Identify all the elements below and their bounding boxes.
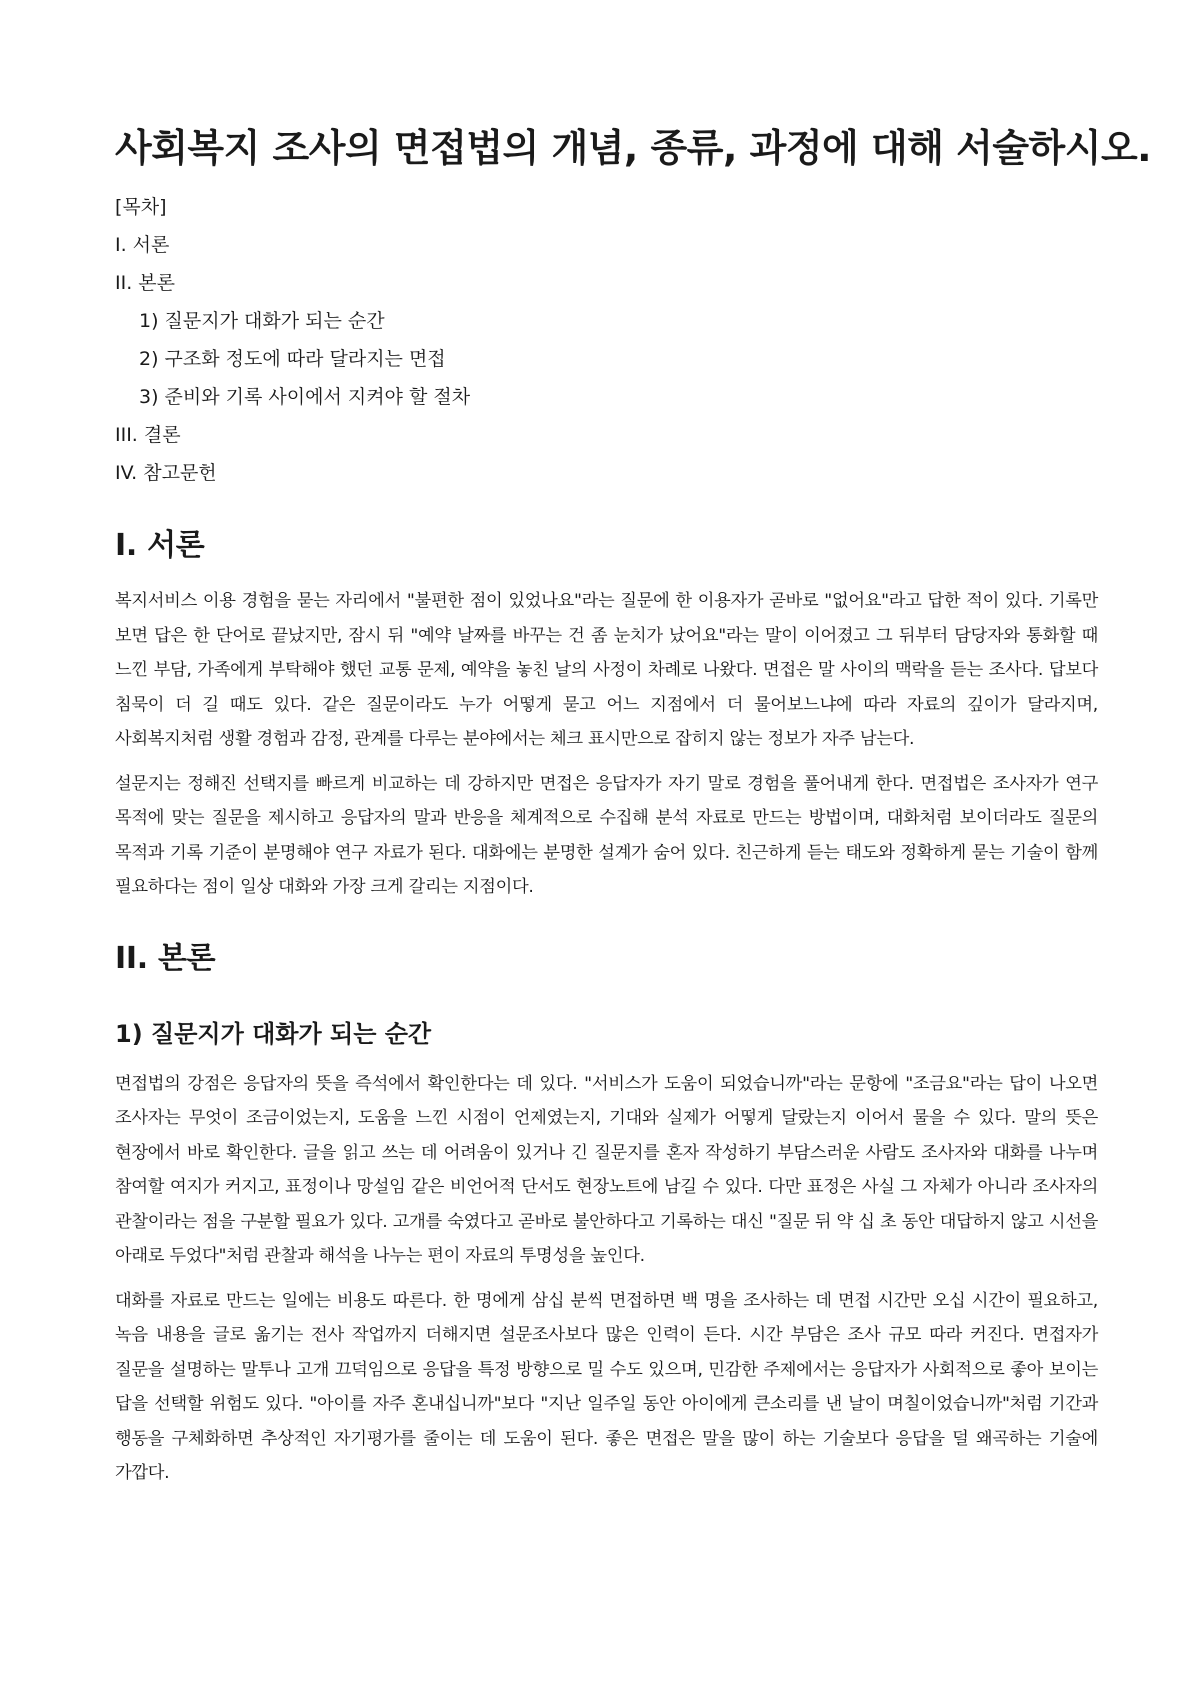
toc-item: I. 서론: [115, 234, 170, 256]
toc-item: IV. 참고문헌: [115, 462, 217, 484]
body-paragraph: 면접법의 강점은 응답자의 뜻을 즉석에서 확인한다는 데 있다. "서비스가 도움이 되었습니까"라는 문항에 "조금요"라는 답이 나오면 조사자는 무엇이 조금이었는지, 도움을 느낀 시점이 언제였는지, 기대와 실제가 어떻게 달랐는지 이어서 물을 수 있다. 말의 뜻은 현장에서 바로 확인한다. 글을 읽고 쓰는 데 어려움이 있거나 긴 질문지를 혼자 작성하기 부담스러운 사람도 조사자와 대화를 나누며 참여할 여지가 커지고, 표정이나 망설임 같은 비언어적 단서도 현장노트에 남길 수 있다. 다만 표정은 사실 그 자체가 아니라 조사자의 관찰이라는 점을 구분할 필요가 있다. 고개를 숙였다고 곧바로 불안하다고 기록하는 대신 "질문 뒤 약 십 초 동안 대답하지 않고 시선을 아래로 두었다"처럼 관찰과 해석을 나누는 편이 자료의 투명성을 높인다.: [115, 1073, 1098, 1266]
toc-subitem: 3) 준비와 기록 사이에서 지켜야 할 절차: [139, 386, 471, 408]
section-heading-body: II. 본론: [115, 940, 216, 976]
toc-item: II. 본론: [115, 272, 175, 294]
toc-subitem: 2) 구조화 정도에 따라 달라지는 면접: [139, 348, 446, 370]
intro-paragraph: 설문지는 정해진 선택지를 빠르게 비교하는 데 강하지만 면접은 응답자가 자기 말로 경험을 풀어내게 한다. 면접법은 조사자가 연구 목적에 맞는 질문을 제시하고 응답자의 말과 반응을 체계적으로 수집해 분석 자료로 만드는 방법이며, 대화처럼 보이더라도 질문의 목적과 기록 기준이 분명해야 연구 자료가 된다. 대화에는 분명한 설계가 숨어 있다. 친근하게 듣는 태도와 정확하게 묻는 기술이 함께 필요하다는 점이 일상 대화와 가장 크게 갈리는 지점이다.: [115, 773, 1098, 897]
section-heading-intro: I. 서론: [115, 528, 205, 563]
subsection-heading-1: 1) 질문지가 대화가 되는 순간: [115, 1019, 432, 1048]
intro-paragraph: 복지서비스 이용 경험을 묻는 자리에서 "불편한 점이 있었나요"라는 질문에 한 이용자가 곧바로 "없어요"라고 답한 적이 있다. 기록만 보면 답은 한 단어로 끝났지만, 잠시 뒤 "예약 날짜를 바꾸는 건 좀 눈치가 났어요"라는 말이 이어졌고 그 뒤부터 담당자와 통화할 때 느낀 부담, 가족에게 부탁해야 했던 교통 문제, 예약을 놓친 날의 사정이 차례로 나왔다. 면접은 말 사이의 맥락을 듣는 조사다. 답보다 침묵이 더 길 때도 있다. 같은 질문이라도 누가 어떻게 묻고 어느 지점에서 더 물어보느냐에 따라 자료의 깊이가 달라지며, 사회복지처럼 생활 경험과 감정, 관계를 다루는 분야에서는 체크 표시만으로 잡히지 않는 정보가 자주 남는다.: [115, 591, 1098, 749]
document-title: 사회복지 조사의 면접법의 개념, 종류, 과정에 대해 서술하시오.: [115, 126, 1152, 170]
toc-heading: [목차]: [115, 196, 167, 218]
toc-item: III. 결론: [115, 424, 181, 446]
toc-subitem: 1) 질문지가 대화가 되는 순간: [139, 310, 385, 332]
table-of-contents: [115, 188, 1098, 492]
body-paragraph: 대화를 자료로 만드는 일에는 비용도 따른다. 한 명에게 삼십 분씩 면접하면 백 명을 조사하는 데 면접 시간만 오십 시간이 필요하고, 녹음 내용을 글로 옮기는 전사 작업까지 더해지면 설문조사보다 많은 인력이 든다. 시간 부담은 조사 규모 따라 커진다. 면접자가 질문을 설명하는 말투나 고개 끄덕임으로 응답을 특정 방향으로 밀 수도 있으며, 민감한 주제에서는 응답자가 사회적으로 좋아 보이는 답을 선택할 위험도 있다. "아이를 자주 혼내십니까"보다 "지난 일주일 동안 아이에게 큰소리를 낸 날이 며칠이었습니까"처럼 기간과 행동을 구체화하면 추상적인 자기평가를 줄이는 데 도움이 된다. 좋은 면접은 말을 많이 하는 기술보다 응답을 덜 왜곡하는 기술에 가깝다.: [115, 1290, 1098, 1483]
